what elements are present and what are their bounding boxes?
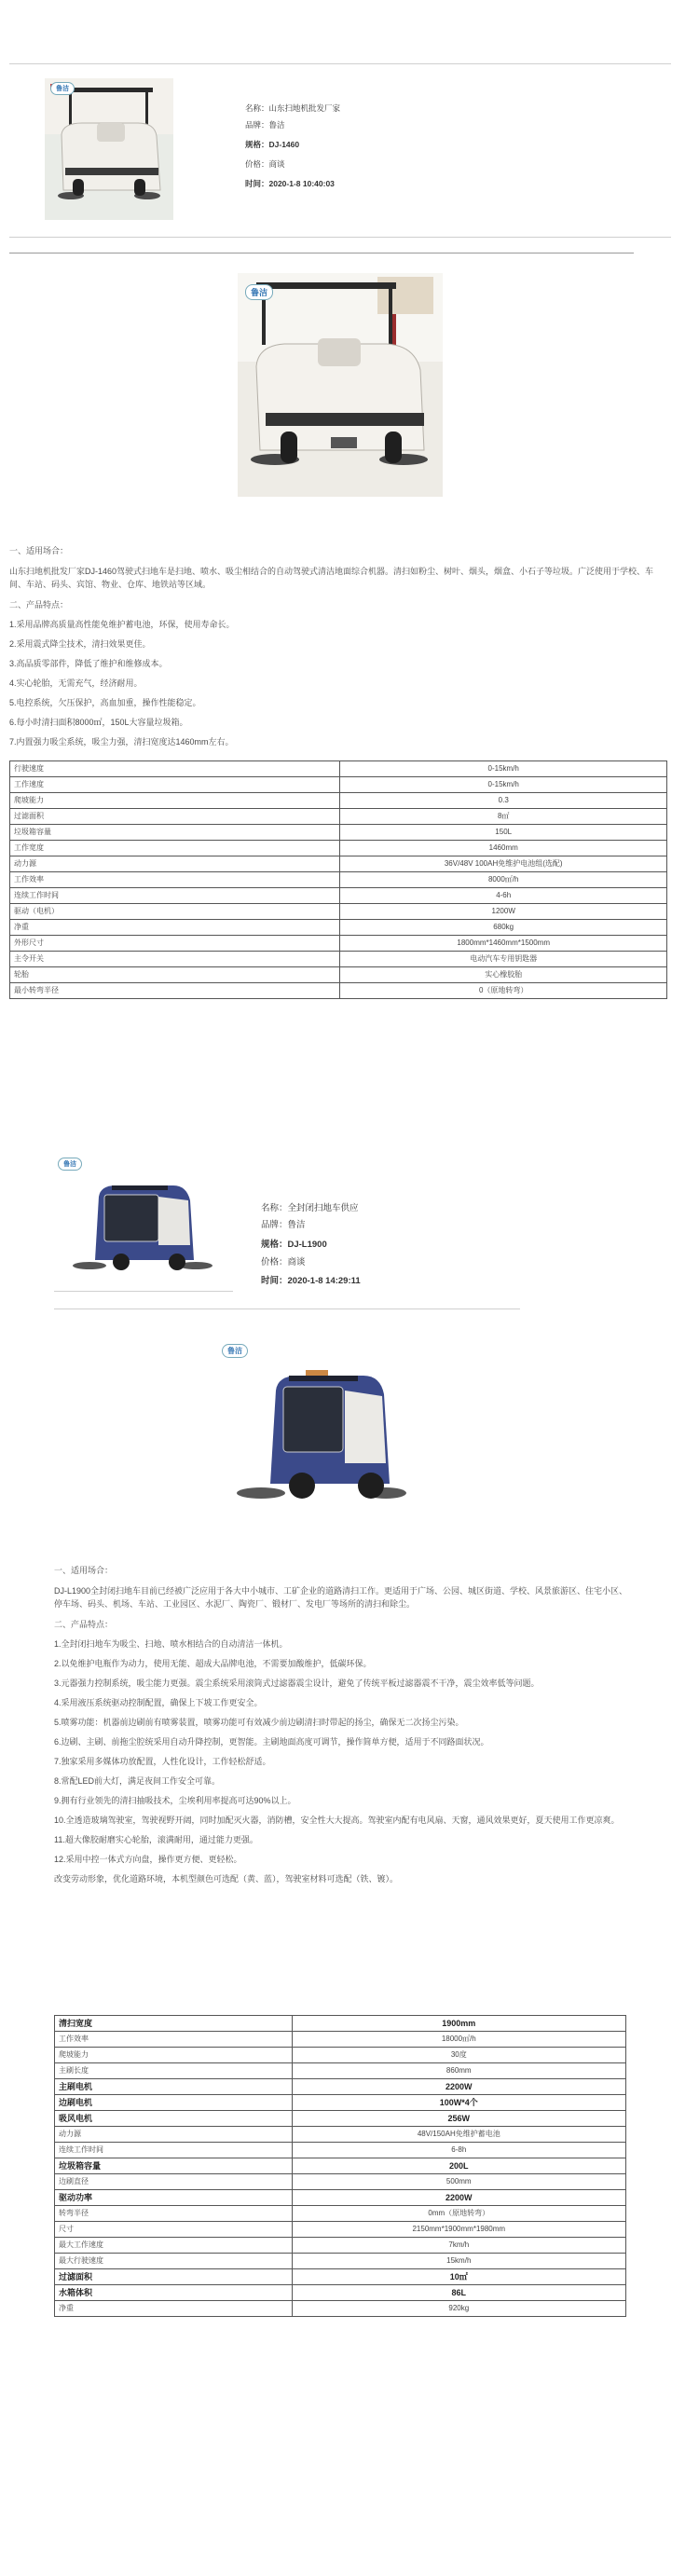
- brand-logo-p2-main-text: 鲁洁: [227, 1347, 242, 1355]
- spec-label: 边刷直径: [55, 2174, 293, 2190]
- spec-label: 最小转弯半径: [10, 983, 340, 999]
- top-divider: [9, 63, 671, 64]
- spec-value: 256W: [292, 2111, 625, 2127]
- sweeper-image: [45, 78, 173, 220]
- product2-feature-7: 7.独家采用多媒体功放配置，人性化设计，工作轻松舒适。: [54, 1757, 271, 1766]
- spec-label: 最大工作速度: [55, 2238, 293, 2254]
- product2-feature-13: 改变劳动形象，优化道路环境，本机型颜色可选配（黄、蓝），驾驶室材料可选配（铁、镀）。: [54, 1874, 399, 1884]
- spec-value: 4-6h: [340, 888, 667, 904]
- product1-scope-text: 山东扫地机批发厂家DJ-1460驾驶式扫地车是扫地、喷水、吸尘相结合的自动驾驶式清洁地面综合机器。清扫如粉尘、树叶、烟头，烟盒、小石子等垃圾。广泛使用于学校、车间、车站、码头、宾馆、物业、仓库、地铁站等区域。: [9, 567, 654, 589]
- spec-row: [55, 2206, 626, 2222]
- spec-value: 15km/h: [292, 2254, 625, 2269]
- product1-feature-4: 4.实心轮胎，无需充气，经济耐用。: [9, 678, 143, 688]
- product1-feature-5: 5.电控系统，欠压保护，高血加重，操作性能稳定。: [9, 698, 201, 707]
- spec-value: 6-8h: [292, 2143, 625, 2158]
- product1-time: 时间：2020-1-8 10:40:03: [245, 179, 335, 188]
- product2-thumb-divider: [54, 1291, 233, 1292]
- spec-value: 150L: [340, 825, 667, 841]
- spec-row: [10, 967, 667, 983]
- product2-feature-12: 12.采用中控一体式方向盘，操作更方便、更轻松。: [54, 1855, 242, 1864]
- spec-label: 轮胎: [10, 967, 340, 983]
- spec-value: 48V/150AH免维护蓄电池: [292, 2127, 625, 2143]
- spec-row: [10, 936, 667, 952]
- spec-value: 电动汽车专用钥匙器: [340, 952, 667, 967]
- spec-row: [10, 841, 667, 856]
- spec-label: 垃圾箱容量: [10, 825, 340, 841]
- spec-value: 7km/h: [292, 2238, 625, 2254]
- spec-value: 680kg: [340, 920, 667, 936]
- spec-row: [10, 793, 667, 809]
- product2-feature-6: 6.边刷、主刷、前拖尘腔统采用自动升降控制，更智能。主刷地面高度可调节，操作简单方便，适用于不同路面状况。: [54, 1737, 489, 1747]
- spec-value: 0mm（原地转弯）: [292, 2206, 625, 2222]
- brand-logo-main-text: 鲁洁: [251, 288, 268, 297]
- spec-value: 1900mm: [292, 2016, 625, 2032]
- spec-value: 0-15km/h: [340, 761, 667, 777]
- product1-brand: 品牌：鲁洁: [245, 120, 285, 130]
- product1-feature-6: 6.每小时清扫面积8000㎡，150L大容量垃圾箱。: [9, 718, 188, 727]
- spec-value: 实心橡胶胎: [340, 967, 667, 983]
- spec-row: [55, 2143, 626, 2158]
- product2-feature-2: 2.以免维护电瓶作为动力，使用无能、超成大品牌电池，不需要加酸维护，低碳环保。: [54, 1659, 372, 1668]
- spec-value: 86L: [292, 2285, 625, 2301]
- product2-brand: 品牌：鲁洁: [261, 1220, 306, 1230]
- spec-value: 2200W: [292, 2079, 625, 2095]
- spec-row: [10, 872, 667, 888]
- spec-label: 垃圾箱容量: [55, 2158, 293, 2174]
- product2-spec-table: [54, 2015, 626, 2317]
- spec-row: [55, 2238, 626, 2254]
- sweeper-main-image: [238, 273, 443, 497]
- product2-scope-heading: 一、适用场合：: [54, 1566, 114, 1575]
- product1-feature-2: 2.采用震式降尘技术，清扫效果更佳。: [9, 639, 151, 649]
- spec-label: 驱动（电机）: [10, 904, 340, 920]
- spec-label: 过滤面积: [10, 809, 340, 825]
- product2-name: 名称：全封闭扫地车供应: [261, 1203, 359, 1213]
- spec-value: 10㎡: [292, 2269, 625, 2285]
- spec-row: [55, 2063, 626, 2079]
- product1-description: [9, 544, 662, 748]
- product1-main-image: [238, 273, 443, 497]
- spec-value: 100W*4个: [292, 2095, 625, 2111]
- spec-row: [55, 2222, 626, 2238]
- product2-feature-3: 3.元器强力控制系统，吸尘能力更强。震尘系统采用滚筒式过滤器震尘设计，避免了传统平板过滤器震不干净，震尘效率低等问题。: [54, 1679, 540, 1688]
- product1-scope-heading: 一、适用场合：: [9, 546, 69, 555]
- spec-row: [55, 2079, 626, 2095]
- spec-label: 清扫宽度: [55, 2016, 293, 2032]
- spec-label: 连续工作时间: [10, 888, 340, 904]
- spec-row: [55, 2254, 626, 2269]
- product2-time: 时间：2020-1-8 14:29:11: [261, 1276, 361, 1286]
- spec-row: [55, 2127, 626, 2143]
- spec-label: 行驶速度: [10, 761, 340, 777]
- spec-value: 8㎡: [340, 809, 667, 825]
- spec-row: [10, 761, 667, 777]
- product1-model: 规格：DJ-1460: [245, 140, 300, 149]
- spec-row: [10, 888, 667, 904]
- spec-row: [55, 2032, 626, 2048]
- spec-row: [55, 2301, 626, 2317]
- spec-row: [55, 2174, 626, 2190]
- product2-features-heading: 二、产品特点：: [54, 1620, 114, 1629]
- product1-price: 价格：商谈: [245, 159, 285, 169]
- product1-feature-7: 7.内置强力吸尘系统，吸尘力强，清扫宽度达1460mm左右。: [9, 737, 234, 747]
- product1-feature-3: 3.高品质零部件，降低了维护和维修成本。: [9, 659, 168, 668]
- spec-row: [10, 952, 667, 967]
- product1-thumbnail[interactable]: [45, 78, 173, 220]
- product2-scope-text: DJ-L1900全封闭扫地车目前已经被广泛应用于各大中小城市、工矿企业的道路清扫工作。更适用于广场、公园、城区街道、学校、风景旅游区、住宅小区、停车场、码头、机场、车站、工业园区、水泥厂、陶瓷厂、锻材厂、发电厂等场所的清扫和除尘。: [54, 1586, 628, 1609]
- spec-label: 主刷长度: [55, 2063, 293, 2079]
- spec-label: 驱动功率: [55, 2190, 293, 2206]
- spec-value: 1460mm: [340, 841, 667, 856]
- spec-value: 36V/48V 100AH免维护电池组(选配): [340, 856, 667, 872]
- brand-logo-p2-thumb: [58, 1158, 82, 1171]
- spec-row: [55, 2016, 626, 2032]
- spec-value: 0（原地转弯）: [340, 983, 667, 999]
- spec-label: 工作效率: [55, 2032, 293, 2048]
- spec-label: 边刷电机: [55, 2095, 293, 2111]
- spec-label: 爬坡能力: [10, 793, 340, 809]
- product1-features-heading: 二、产品特点：: [9, 600, 69, 610]
- cab-sweeper-image: [54, 1169, 229, 1288]
- product2-description: [54, 1564, 632, 1885]
- spec-row: [55, 2048, 626, 2063]
- product2-feature-10: 10.全透造玻璃驾驶室，驾驶视野开阔，同时加配灭火器，消防槽，安全性大大提高。驾驶室内配有电风扇、天窗，通风效果更好，夏天使用工作更凉爽。: [54, 1816, 620, 1825]
- product2-feature-9: 9.拥有行业领先的清扫抽吸技术，尘埃利用率提高可达90%以上。: [54, 1796, 296, 1805]
- cab-sweeper-main-image: [224, 1353, 410, 1521]
- spec-row: [10, 777, 667, 793]
- spec-value: 18000㎡/h: [292, 2032, 625, 2048]
- spec-row: [10, 920, 667, 936]
- spec-value: 2150mm*1900mm*1980mm: [292, 2222, 625, 2238]
- spec-label: 过滤面积: [55, 2269, 293, 2285]
- spec-value: 860mm: [292, 2063, 625, 2079]
- product2-feature-11: 11.超大像胶耐磨实心轮胎，滚满耐用，通过能力更强。: [54, 1835, 258, 1844]
- spec-row: [10, 904, 667, 920]
- spec-value: 30度: [292, 2048, 625, 2063]
- spec-value: 200L: [292, 2158, 625, 2174]
- spec-value: 0.3: [340, 793, 667, 809]
- brand-logo-p2-main: [222, 1344, 248, 1358]
- spec-value: 920kg: [292, 2301, 625, 2317]
- spec-value: 0-15km/h: [340, 777, 667, 793]
- spec-label: 工作宽度: [10, 841, 340, 856]
- spec-label: 爬坡能力: [55, 2048, 293, 2063]
- spec-row: [10, 983, 667, 999]
- spec-label: 最大行驶速度: [55, 2254, 293, 2269]
- spec-label: 尺寸: [55, 2222, 293, 2238]
- spec-row: [55, 2190, 626, 2206]
- product2-thumbnail[interactable]: [54, 1161, 229, 1288]
- spec-label: 主刷电机: [55, 2079, 293, 2095]
- spec-label: 转弯半径: [55, 2206, 293, 2222]
- spec-row: [10, 825, 667, 841]
- spec-row: [10, 856, 667, 872]
- product2-feature-4: 4.采用液压系统驱动控制配置，确保上下坡工作更安全。: [54, 1698, 263, 1707]
- product2-feature-8: 8.常配LED前大灯，满足夜间工作安全可靠。: [54, 1776, 221, 1786]
- spec-value: 1200W: [340, 904, 667, 920]
- product2-model: 规格：DJ-L1900: [261, 1240, 327, 1250]
- product2-feature-1: 1.全封闭扫地车为吸尘、扫地、喷水相结合的自动清洁一体机。: [54, 1639, 288, 1649]
- spec-row: [55, 2158, 626, 2174]
- product1-meta-divider: [9, 237, 671, 238]
- spec-row: [55, 2111, 626, 2127]
- spec-label: 净重: [10, 920, 340, 936]
- brand-logo-p2-thumb-text: 鲁洁: [63, 1161, 76, 1168]
- brand-logo-text: 鲁洁: [56, 86, 69, 92]
- spec-row: [55, 2269, 626, 2285]
- spec-label: 动力源: [55, 2127, 293, 2143]
- spec-label: 主令开关: [10, 952, 340, 967]
- spec-value: 8000㎡/h: [340, 872, 667, 888]
- spec-label: 水箱体积: [55, 2285, 293, 2301]
- spec-label: 工作速度: [10, 777, 340, 793]
- spec-label: 外形尺寸: [10, 936, 340, 952]
- product2-price: 价格：商谈: [261, 1257, 306, 1267]
- spec-label: 吸风电机: [55, 2111, 293, 2127]
- product1-name: 名称：山东扫地机批发厂家: [245, 103, 341, 113]
- product2-feature-5: 5.喷雾功能：机器前边刷前有喷雾装置，喷雾功能可有效减少前边刷清扫时带起的扬尘，确保无二次扬尘污染。: [54, 1718, 464, 1727]
- spec-label: 工作效率: [10, 872, 340, 888]
- spec-value: 1800mm*1460mm*1500mm: [340, 936, 667, 952]
- spec-row: [55, 2095, 626, 2111]
- spec-label: 连续工作时间: [55, 2143, 293, 2158]
- spec-value: 500mm: [292, 2174, 625, 2190]
- product1-spec-table: [9, 760, 667, 999]
- spec-row: [55, 2285, 626, 2301]
- brand-logo-main: [245, 284, 273, 300]
- spec-row: [10, 809, 667, 825]
- spec-label: 净重: [55, 2301, 293, 2317]
- product2-main-image: [224, 1347, 410, 1521]
- product1-feature-1: 1.采用品牌高质量高性能免维护蓄电池，环保，使用寿命长。: [9, 620, 235, 629]
- spec-label: 动力源: [10, 856, 340, 872]
- brand-logo: [50, 82, 75, 95]
- spec-value: 2200W: [292, 2190, 625, 2206]
